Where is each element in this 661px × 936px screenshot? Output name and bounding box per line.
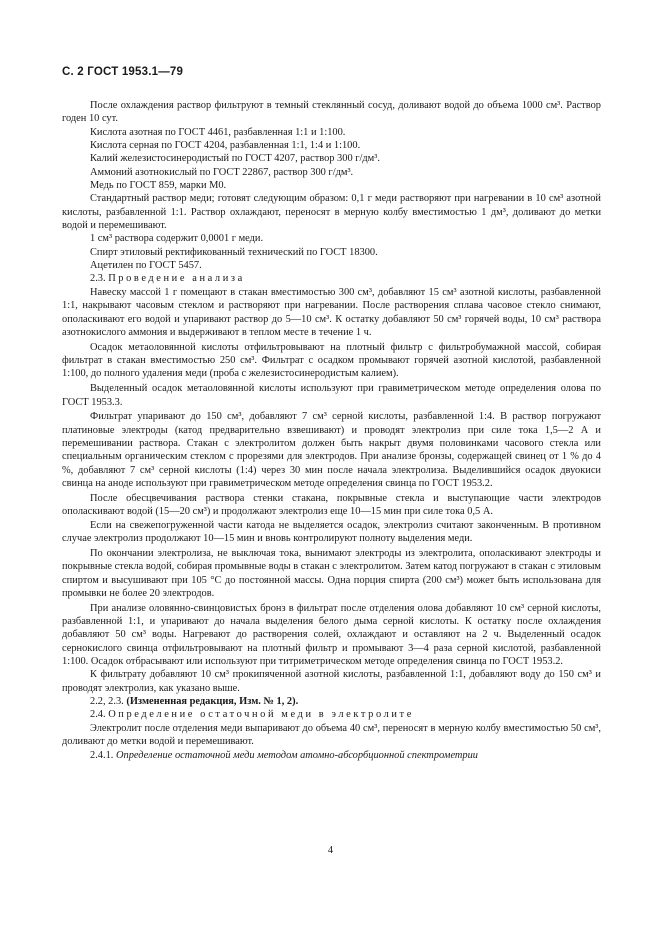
paragraph: Спирт этиловый ректификованный технический по ГОСТ 18300. [90,246,378,258]
paragraph: Стандартный раствор меди; готовят следующим образом: 0,1 г меди растворяют при нагревании в 10 см³ азотной кислоты, разбавленной 1:1. Раствор охлаждают, переносят в мерную колбу вместимостью 1 дм³, доливают до метки водой и перемешивают. [62,193,601,232]
section-title: Определение остаточной меди в электролите [108,709,414,721]
paragraph: Навеску массой 1 г помещают в стакан вместимостью 300 см³, добавляют 15 см³ азотной кислоты, разбавленной 1:1, накрывают часовым стеклом и растворяют при нагревании. После растворения сплава часовое стекло снимают, ополаскивают его водой и упаривают раствор до 5—10 см³. К остатку добавляют 50 см³ горячей воды, 10 см³ раствора азотнокислого аммония и выдерживают в теплом месте в течение 1 ч. [62,286,601,338]
paragraph: Аммоний азотнокислый по ГОСТ 22867, раствор 300 г/дм³. [90,166,354,178]
section-heading-2-3 [62,272,601,285]
paragraph: При анализе оловянно-свинцовистых бронз в фильтрат после отделения олова добавляют 10 см³ серной кислоты, разбавленной 1:1, и упаривают до начала выделения белого дыма серной кислоты. К остатку после охлаждения добавляют 50 см³ воды. Нагревают до растворения солей, охлаждают и оставляют на 2 ч. Выделенный осадок сернокислого свинца отфильтровывают на плотный фильтр и промывают 3—4 раза серной кислотой, разбавленной 1:100. Осадок отбрасывают или используют при титриметрическом методе определения свинца по ГОСТ 1953.2. [62,602,601,668]
section-number: 2.4. [90,709,106,721]
edit-note [62,695,601,708]
paragraph: Выделенный осадок метаоловянной кислоты используют при гравиметрическом методе определения олова по ГОСТ 1953.3. [62,383,601,408]
section-heading-2-4 [62,708,601,721]
document-body [62,99,601,762]
edit-note-text: (Измененная редакция, Изм. № 1, 2). [126,696,299,708]
paragraph: После обесцвечивания раствора стенки стакана, покрывные стекла и выступающие части электродов ополаскивают водой (15—20 см³) и продолжают электролиз еще 10—15 мин при силе тока 0,5 А. [62,492,601,518]
paragraph: Медь по ГОСТ 859, марки М0. [90,180,227,192]
paragraph: Калий железистосинеродистый по ГОСТ 4207, раствор 300 г/дм³. [90,153,380,165]
paragraph: Электролит после отделения меди выпаривают до объема 40 см³, переносят в мерную колбу вместимостью 50 см³, доливают до метки водой и перемешивают. [62,722,601,748]
page-number: 4 [327,845,334,856]
section-title: Определение остаточной меди методом атомно-абсорбционной спектрометрии [116,749,479,761]
paragraph: Осадок метаоловянной кислоты отфильтровывают на плотный фильтр с фильтробумажной массой, собирая фильтрат в стакан вместимостью 250 см³. Фильтрат с осадком промывают горячей азотной кислотой, разбавленной 1:100, до полного удаления меди (проба с железистосинеродистым калием). [62,341,601,380]
section-heading-2-4-1 [62,749,601,762]
section-number: 2.4.1. [90,749,114,761]
edit-note-numbers: 2.2, 2.3. [90,696,124,708]
paragraph: После охлаждения раствор фильтруют в темный стеклянный сосуд, доливают водой до объема 1000 см³. Раствор годен 10 сут. [62,100,601,125]
paragraph: 1 см³ раствора содержит 0,0001 г меди. [90,233,264,245]
page-header: С. 2 ГОСТ 1953.1—79 [62,66,184,78]
paragraph: Кислота азотная по ГОСТ 4461, разбавленная 1:1 и 1:100. [90,126,346,138]
paragraph: По окончании электролиза, не выключая тока, вынимают электроды из электролита, ополаскивают электроды и покрывные стекла водой, собирая промывные воды в стакан с электролитом. Затем катод погружают в стакан с этиловым спиртом и высушивают при 105 °С до постоянной массы. Одна порция спирта (200 см³) может быть использована для промывки не более 20 электродов. [62,547,601,599]
section-title: Проведение анализа [108,273,245,285]
paragraph: Если на свежепогруженной части катода не выделяется осадок, электролиз считают законченным. В противном случае электролиз продолжают 10—15 мин и вновь контролируют полноту выделения меди. [62,519,601,544]
paragraph: Кислота серная по ГОСТ 4204, разбавленная 1:1, 1:4 и 1:100. [90,140,361,152]
paragraph: К фильтрату добавляют 10 см³ прокипяченной азотной кислоты, разбавленной 1:1, добавляют воду до 150 см³ и проводят электролиз, как указано выше. [62,669,601,694]
paragraph: Фильтрат упаривают до 150 см³, добавляют 7 см³ серной кислоты, разбавленной 1:4. В раствор погружают платиновые электроды (катод предварительно взвешивают) и проводят электролиз при силе тока 1,5—2 А и перемешивании раствора. Стакан с электролитом должен быть накрыт двумя половинками часового стекла или специальным органическим стеклом с прорезями для электродов. При анализе бронзы, содержащей свинец от 1 % до 4 %, добавляют 7 см³ серной кислоты (1:4) через 30 мин после начала электролиза. Выделившийся осадок двуокиси свинца на аноде используют при гравиметрическом методе определения свинца по ГОСТ 1953.2. [62,411,601,490]
paragraph: Ацетилен по ГОСТ 5457. [90,260,202,272]
section-number: 2.3. [90,273,106,285]
